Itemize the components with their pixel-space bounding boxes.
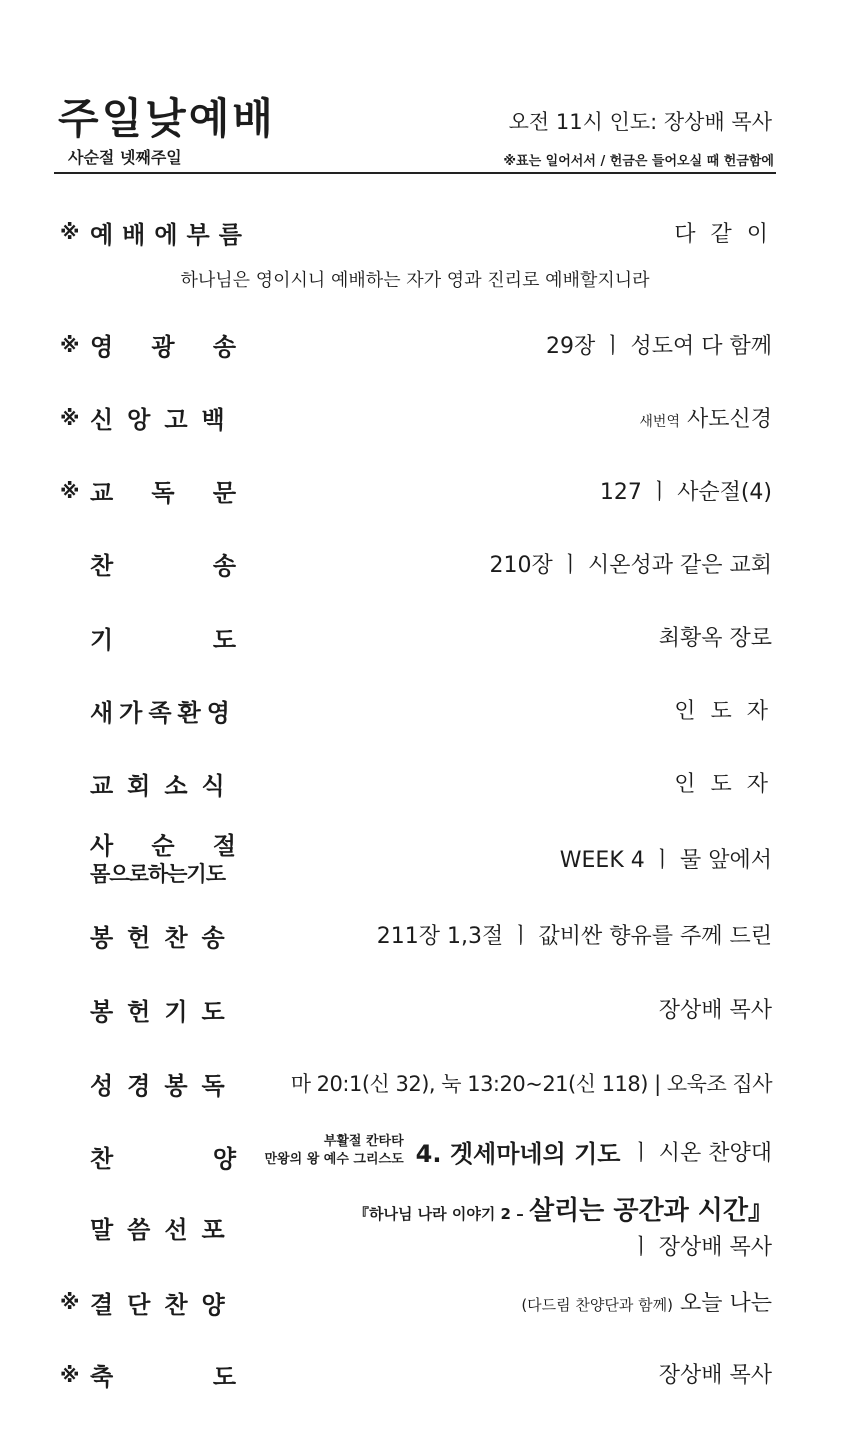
benediction-label: 축 도	[90, 1363, 236, 1391]
hymn-value: 210장 ㅣ 시온성과 같은 교회	[489, 553, 772, 578]
creed-value	[639, 402, 772, 433]
anthem-label: 찬 양	[90, 1145, 236, 1173]
church-news-value: 인 도 자	[674, 772, 772, 797]
service-time-leader: 오전 11시 인도: 장상배 목사	[508, 110, 772, 134]
scripture-label: 성경봉독	[90, 1072, 239, 1100]
gloria-value: 29장 ㅣ 성도여 다 함께	[546, 334, 772, 359]
response-song-team: (다드림 찬양단과 함께)	[521, 1296, 673, 1314]
benediction-value: 장상배 목사	[658, 1363, 772, 1388]
anthem-title: 4. 겟세마네의 기도	[415, 1139, 621, 1168]
service-subtitle: 사순절 넷째주일	[68, 148, 182, 167]
stand-mark: ※	[60, 1290, 80, 1314]
header-divider	[54, 172, 776, 174]
creed-label: 신앙고백	[90, 406, 239, 434]
lent-label: 사 순 절	[90, 832, 236, 860]
welcome-value: 인 도 자	[674, 699, 772, 724]
call-verse: 하나님은 영이시니 예배하는 자가 영과 진리로 예배할지니라	[180, 270, 650, 291]
call-to-worship-value: 다 같 이	[674, 222, 772, 247]
hymn-label: 찬 송	[90, 552, 236, 580]
stand-mark: ※	[60, 220, 80, 244]
anthem-choir: ㅣ 시온 찬양대	[630, 1140, 772, 1166]
offering-prayer-value: 장상배 목사	[658, 998, 772, 1023]
creed-version: 새번역	[639, 414, 680, 430]
response-song-label: 결단찬양	[90, 1291, 239, 1319]
response-song-title: 오늘 나는	[679, 1291, 772, 1316]
sermon-preacher: ㅣ 장상배 목사	[630, 1235, 772, 1260]
stand-mark: ※	[60, 406, 80, 430]
body-prayer-label: 몸으로하는기도	[90, 862, 226, 886]
prayer-label: 기 도	[90, 626, 236, 654]
responsive-reading-label: 교 독 문	[90, 479, 236, 507]
stand-mark: ※	[60, 479, 80, 503]
sermon-title: 살리는 공간과 시간』	[528, 1196, 774, 1226]
standing-note: ※표는 일어서서 / 헌금은 들어오실 때 헌금함에	[503, 154, 774, 169]
offering-prayer-label: 봉헌기도	[90, 998, 239, 1026]
sermon-title-line	[354, 1190, 774, 1227]
page-title: 주일낮예배	[58, 94, 276, 143]
welcome-label: 새가족환영	[90, 699, 236, 727]
cantata-name: 부활절 칸타타 만왕의 왕 예수 그리스도	[264, 1134, 404, 1167]
stand-mark: ※	[60, 1363, 80, 1387]
creed-name: 사도신경	[686, 407, 772, 432]
prayer-value: 최황옥 장로	[658, 626, 772, 651]
sermon-series: 『하나님 나라 이야기 2 –	[353, 1205, 524, 1223]
anthem-value	[265, 1128, 773, 1174]
offering-hymn-label: 봉헌찬송	[90, 924, 239, 952]
gloria-label: 영 광 송	[90, 333, 236, 361]
lent-value: WEEK 4 ㅣ 물 앞에서	[559, 848, 772, 873]
stand-mark: ※	[60, 333, 80, 357]
church-news-label: 교회소식	[90, 772, 239, 800]
responsive-reading-value: 127 ㅣ 사순절(4)	[599, 480, 772, 505]
sermon-label: 말씀선포	[90, 1216, 239, 1244]
call-to-worship-label: 예배에부름	[90, 221, 251, 249]
scripture-value: 마 20:1(신 32), 눅 13:20~21(신 118) | 오욱조 집사	[290, 1072, 772, 1096]
response-song-value	[521, 1286, 772, 1317]
offering-hymn-value: 211장 1,3절 ㅣ 값비싼 향유를 주께 드린	[376, 924, 772, 949]
